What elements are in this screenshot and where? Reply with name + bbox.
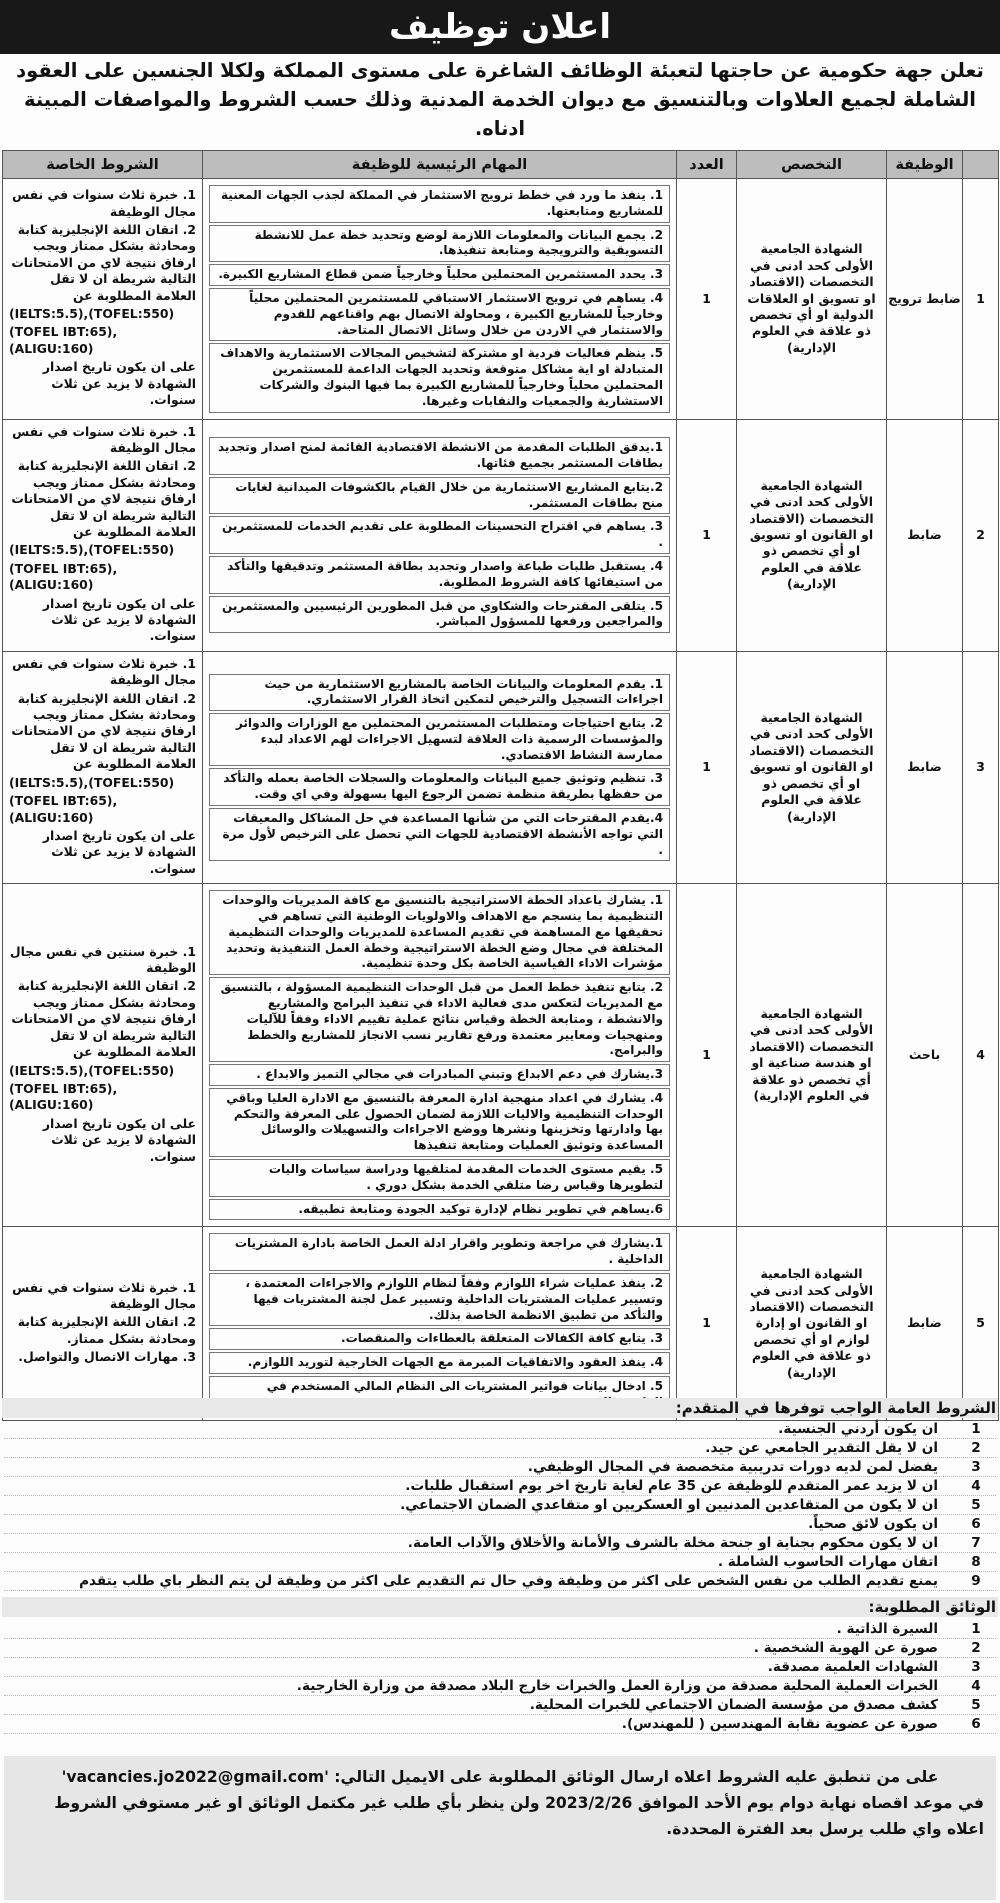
- task-item: 4.يقدم المقترحات التي من شأنها المساعدة في حل المشاكل والمعيقات التي تواجه الأنشطة الاقتصادية للجهات التي تحصل على الترخيص لأول مرة .: [209, 808, 670, 861]
- general-conditions-title: الشروط العامة الواجب توفرها في المتقدم:: [675, 1399, 996, 1417]
- condition-item: 1. خبرة ثلاث سنوات في نفس مجال الوظيفة: [12, 655, 196, 688]
- list-number: 2: [971, 1640, 981, 1656]
- job-tasks: [203, 179, 677, 420]
- task-item: 4. ينفذ العقود والاتفاقيات المبرمة مع الجهات الخارجية لتوريد اللوازم.: [209, 1352, 670, 1374]
- list-number: 2: [971, 1440, 981, 1456]
- list-number: 7: [971, 1535, 981, 1551]
- task-item: 5. ادخال بيانات فواتير المشتريات الى النظام المالي المستخدم في: [209, 1376, 670, 1414]
- general-condition-item: [4, 1534, 996, 1553]
- condition-item: 1. خبرة سنتين في نفس مجال الوظيفة: [9, 943, 196, 976]
- general-conditions-list: [4, 1420, 996, 1591]
- document-item: [4, 1677, 996, 1696]
- condition-item: على ان يكون تاريخ اصدار الشهادة لا يزيد عن ثلاث سنوات.: [42, 1115, 196, 1164]
- list-text: ان لا يقل التقدير الجامعي عن جيد.: [705, 1440, 938, 1456]
- list-text: صورة عن عضوية نقابة المهندسين ( للمهندس).: [621, 1716, 938, 1732]
- table-row: [3, 1227, 999, 1420]
- header-num: [963, 151, 999, 179]
- job-specialization: الشهادة الجامعية الأولى كحد ادنى في التخصصات (الاقتصاد او القانون او تسويق او أي تخصص ذو علاقة في العلوم الإدارية): [737, 419, 887, 651]
- condition-item: (IELTS:5.5),(TOFEL:550): [9, 774, 175, 790]
- task-item: 6.يساهم في تطوير نظام لإدارة توكيد الجودة ومتابعة تطبيقه.: [209, 1199, 670, 1221]
- page-title: اعلان توظيف: [0, 0, 1000, 54]
- condition-item: 1. خبرة ثلاث سنوات في نفس مجال الوظيفة: [12, 1279, 196, 1311]
- list-number: 6: [971, 1716, 981, 1732]
- condition-item: (TOFEL IBT:65),(ALIGU:160): [9, 560, 118, 593]
- job-title: ضابط: [887, 419, 963, 651]
- list-text: ان يكون لائق صحياً.: [808, 1516, 938, 1532]
- task-item: 2. ينفذ عمليات شراء اللوازم وفقاً لنظام اللوازم والاجراءات المعتمدة ، وتسيير عمليات المشتريات الداخلية وتسيير عمل لجنة المشتريات فيها والتأكد من تطبيق الانظمة الخاصة بذلك.: [209, 1273, 670, 1326]
- jobs-table: [2, 150, 999, 1421]
- list-text: صورة عن الهوية الشخصية .: [753, 1640, 938, 1656]
- job-tasks: [203, 884, 677, 1227]
- row-number: 1: [963, 179, 999, 420]
- list-number: 3: [971, 1659, 981, 1675]
- condition-item: (IELTS:5.5),(TOFEL:550): [9, 542, 175, 558]
- list-number: 4: [971, 1678, 981, 1694]
- task-item: 2. يتابع احتياجات ومتطلبات المستثمرين المحتملين مع الوزارات والدوائر والمؤسسات الرسمية ذات العلاقة لتسهيل الاجراءات لهم الاعداد لبدء ممارسة النشاط الاقتصادي.: [209, 713, 670, 766]
- header-spec: التخصص: [737, 151, 887, 179]
- list-text: الشهادات العلمية مصدقة.: [767, 1659, 938, 1675]
- row-number: 4: [963, 884, 999, 1227]
- header-conditions: الشروط الخاصة: [3, 151, 203, 179]
- footer-notice: [4, 1756, 996, 1900]
- job-title: باحث: [887, 884, 963, 1227]
- general-condition-item: [4, 1515, 996, 1534]
- document-item: [4, 1715, 996, 1734]
- list-text: ان لا يكون من المتقاعدين المدنيين او العسكريين او متقاعدي الضمان الاجتماعي.: [400, 1497, 938, 1513]
- condition-item: 2. اتقان اللغة الإنجليزية كتابة ومحادثة بشكل ممتاز ويجب ارفاق نتيجة لاي من الامتحانات التالية شريطة ان لا تقل العلامة المطلوبة عن: [11, 458, 196, 539]
- list-number: 9: [971, 1573, 981, 1589]
- job-conditions: [3, 884, 203, 1227]
- task-item: 3. يساهم في اقتراح التحسينات المطلوبة على تقديم الخدمات للمستثمرين .: [209, 516, 670, 554]
- document-item: [4, 1639, 996, 1658]
- list-number: 1: [971, 1421, 981, 1437]
- task-item: 4. يساهم في ترويج الاستثمار الاستباقي للمستثمرين المحتملين محلياً وخارجياً للمشاريع الكبيرة ، ومحاولة الاتصال بهم واقناعهم للقدوم والاستثمار في الاردن من خلال وسائل الاتصال المتاحة.: [209, 288, 670, 341]
- task-item: 3.يشارك في دعم الابداع وتبني المبادرات في مجالي التميز والابداع .: [209, 1064, 670, 1086]
- list-text: اتقان مهارات الحاسوب الشاملة .: [717, 1554, 938, 1570]
- condition-item: (TOFEL IBT:65),(ALIGU:160): [9, 1080, 118, 1113]
- job-conditions: [3, 179, 203, 420]
- list-text: يمنع تقديم الطلب من نفس الشخص على اكثر من وظيفة وفي حال تم التقديم على اكثر من وظيفة لن يتم النظر باي طلب يتقدم: [79, 1573, 938, 1589]
- jobs-table-body: [3, 179, 999, 1421]
- condition-item: 2. اتقان اللغة الإنجليزية كتابة ومحادثة بشكل ممتاز.: [17, 1314, 196, 1346]
- job-count: 1: [677, 179, 737, 420]
- job-count: 1: [677, 884, 737, 1227]
- task-item: 4. يشارك في اعداد منهجية ادارة المعرفة بالتنسيق مع الادارة العليا وباقي الوحدات التنظيمية والاليات اللازمة لضمان الحصول على المعرفة والتحكم بها وادارتها وتخزينها ونشرها ووضع الاجراءات والتسهيلات والوسائل المساعدة وتوثيق العمليات ومتابعة تنفيذها: [209, 1088, 670, 1157]
- job-title: ضابط ترويج: [887, 179, 963, 420]
- header-job: الوظيفة: [887, 151, 963, 179]
- task-item: 3. يحدد المستثمرين المحتملين محلياً وخارجياً ضمن قطاع المشاريع الكبيرة.: [209, 264, 670, 286]
- general-condition-item: [4, 1572, 996, 1591]
- task-item: 2. يتابع تنفيذ خطط العمل من قبل الوحدات التنظيمية المسؤولة ، بالتنسيق مع المديريات لتعكس مدى فعالية الاداء في تنفيذ البرامج والمشاريع والانشطة ، ومتابعة الخطة وقياس نتائج عملية تقييم الاداء وفقاً للآليات ومنهجيات ومعايير معتمدة ورفع تقارير نسب الانجاز للمشاريع والخطط والبرامج.: [209, 977, 670, 1062]
- task-item: 3. يتابع كافة الكفالات المتعلقة بالعطاءات والمنقصات.: [209, 1328, 670, 1350]
- task-item: 4. يستقبل طلبات طباعة واصدار وتجديد بطاقة المستثمر وتدقيقها والتأكد من استيفائها كافة الشروط المطلوبة.: [209, 556, 670, 594]
- row-number: 2: [963, 419, 999, 651]
- task-item: 3. تنظيم وتوثيق جميع البيانات والمعلومات والسجلات الخاصة بعمله والتأكد من حفظها بطريقة منظمة تضمن الرجوع اليها بسهولة وفي اي وقت.: [209, 768, 670, 806]
- job-count: 1: [677, 1227, 737, 1420]
- task-item: 5. ينظم فعاليات فردية او مشتركة لتشخيص المجالات الاستثمارية والاهداف المتبادلة او اية مشاكل متوقعة وتحديد الجهات الداعمة للمستثمرين المحتملين محلياً وخارجياً للمشاريع الكبيرة بما فيها البنوك والشركات الاستشارية والجمعيات والنقابات وغيرها.: [209, 343, 670, 412]
- condition-item: 2. اتقان اللغة الإنجليزية كتابة ومحادثة بشكل ممتاز ويجب ارفاق نتيجة لاي من الامتحانات التالية شريطة ان لا تقل العلامة المطلوبة عن: [11, 690, 196, 772]
- list-number: 1: [971, 1621, 981, 1637]
- table-row: [3, 179, 999, 420]
- general-condition-item: [4, 1439, 996, 1458]
- job-count: 1: [677, 419, 737, 651]
- footer-instruction: على من تنطبق عليه الشروط اعلاه ارسال الوثائق المطلوبة على الايميل التالي:: [334, 1768, 939, 1786]
- general-condition-item: [4, 1420, 996, 1439]
- condition-item: 1. خبرة ثلاث سنوات في نفس مجال الوظيفة: [12, 187, 196, 219]
- condition-item: (IELTS:5.5),(TOFEL:550): [9, 305, 175, 321]
- list-number: 4: [971, 1478, 981, 1494]
- list-text: كشف مصدق من مؤسسة الضمان الاجتماعي للخبرات المحلية.: [529, 1697, 938, 1713]
- list-number: 5: [971, 1697, 981, 1713]
- condition-item: على ان يكون تاريخ اصدار الشهادة لا يزيد عن ثلاث سنوات.: [42, 827, 196, 876]
- list-number: 3: [971, 1459, 981, 1475]
- row-number: 3: [963, 651, 999, 883]
- task-item: 1. يقدم المعلومات والبيانات الخاصة بالمشاريع الاستثمارية من حيث اجراءات التسجيل والترخيص لتمكين اتخاذ القرار الاستثماري.: [209, 674, 670, 712]
- condition-item: (IELTS:5.5),(TOFEL:550): [9, 1062, 175, 1078]
- condition-item: 3. مهارات الاتصال والتواصل.: [18, 1349, 196, 1365]
- job-title: ضابط: [887, 1227, 963, 1420]
- job-conditions: [3, 651, 203, 883]
- footer-line1: [16, 1764, 984, 1790]
- list-text: الخبرات العملية المحلية مصدقة من وزارة العمل والخبرات خارج البلاد مصدقة من وزارة الخارجية.: [296, 1678, 938, 1694]
- task-item: 5. يتلقى المقترحات والشكاوي من قبل المطورين الرئيسيين والمستثمرين والمراجعين ورفعها للمسؤول المباشر.: [209, 596, 670, 634]
- list-number: 5: [971, 1497, 981, 1513]
- list-text: ان لا يزيد عمر المتقدم للوظيفة عن 35 عام لغاية تاريخ اخر يوم استقبال طلبات.: [405, 1478, 938, 1494]
- row-number: 5: [963, 1227, 999, 1420]
- condition-item: 2. اتقان اللغة الإنجليزية كتابة ومحادثة بشكل ممتاز ويجب ارفاق نتيجة لاي من الامتحانات التالية شريطة ان لا تقل العلامة المطلوبة عن: [11, 221, 196, 303]
- task-item: 1. يشارك باعداد الخطة الاستراتيجية بالتنسيق مع كافة المديريات والوحدات التنظيمية بما ينسجم مع الاهداف والاولويات الوطنية التي تساهم في تحقيقها مع المساهمة في تقديم المساعدة للمديريات والوحدات التنظيمية المختلفة في مجال وضع الخطة الاستراتيجية وخطة العمل التنفيذية وتحديد مؤشرات الاداء القياسية الخاصة بكل وحدة تنظيمية.: [209, 890, 670, 975]
- table-row: [3, 884, 999, 1227]
- table-header-row: [3, 151, 999, 179]
- condition-item: على ان يكون تاريخ اصدار الشهادة لا يزيد عن ثلاث سنوات.: [42, 595, 196, 644]
- table-row: [3, 419, 999, 651]
- task-item: 2.يتابع المشاريع الاستثمارية من خلال القيام بالكشوفات الميدانية لغايات منح بطاقات المستثمر.: [209, 477, 670, 515]
- general-condition-item: [4, 1553, 996, 1572]
- task-item: 1.يشارك في مراجعة وتطوير واقرار ادلة العمل الخاصة بادارة المشتريات الداخلية .: [209, 1233, 670, 1271]
- intro-paragraph: تعلن جهة حكومية عن حاجتها لتعبئة الوظائف الشاغرة على مستوى المملكة ولكلا الجنسين على العقود الشاملة لجميع العلاوات وبالتنسيق مع ديوان الخدمة المدنية وذلك حسب الشروط والمواصفات المبينة ادناه.: [16, 59, 984, 140]
- condition-item: على ان يكون تاريخ اصدار الشهادة لا يزيد عن ثلاث سنوات.: [42, 359, 196, 408]
- list-text: ان لا يكون محكوم بجناية او جنحة مخلة بالشرف والأمانة والأخلاق والآداب العامة.: [407, 1535, 938, 1551]
- footer-email: 'vacancies.jo2022@gmail.com': [61, 1768, 329, 1786]
- general-condition-item: [4, 1496, 996, 1515]
- general-condition-item: [4, 1458, 996, 1477]
- job-title: ضابط: [887, 651, 963, 883]
- condition-item: 2. اتقان اللغة الإنجليزية كتابة ومحادثة بشكل ممتاز ويجب ارفاق نتيجة لاي من الامتحانات التالية شريطة ان لا تقل العلامة المطلوبة عن: [11, 978, 196, 1060]
- job-specialization: الشهادة الجامعية الأولى كحد ادنى في التخصصات (الاقتصاد او القانون او إدارة لوازم او أي تخصص ذو علاقة في العلوم الإدارية): [737, 1227, 887, 1420]
- condition-item: (TOFEL IBT:65),(ALIGU:160): [9, 324, 118, 356]
- job-specialization: الشهادة الجامعية الأولى كحد ادنى في التخصصات (الاقتصاد او هندسة صناعية او أي تخصص ذو علاقة في العلوم الإدارية): [737, 884, 887, 1227]
- task-item: 1.يدقق الطلبات المقدمة من الانشطة الاقتصادية القائمة لمنح اصدار وتجديد بطاقات المستثمر بجميع فئاتها.: [209, 437, 670, 475]
- task-item: 5. يقيم مستوى الخدمات المقدمة لمتلقيها ودراسة سياسات واليات لتطويرها وقياس رضا متلقي الخدمة بشكل دوري .: [209, 1159, 670, 1197]
- job-tasks: [203, 651, 677, 883]
- job-conditions: [3, 419, 203, 651]
- job-specialization: الشهادة الجامعية الأولى كحد ادنى في التخصصات (الاقتصاد او القانون او تسويق او أي تخصص ذو علاقة في العلوم الإدارية): [737, 651, 887, 883]
- documents-list: [4, 1620, 996, 1734]
- documents-title: الوثائق المطلوبة:: [868, 1598, 996, 1616]
- list-text: السيرة الذاتية .: [836, 1621, 938, 1637]
- document-item: [4, 1658, 996, 1677]
- list-number: 8: [971, 1554, 981, 1570]
- job-conditions: [3, 1227, 203, 1420]
- list-text: يفضل لمن لديه دورات تدريبية متخصصة في المجال الوظيفي.: [527, 1459, 938, 1475]
- list-text: ان يكون أردني الجنسية.: [778, 1421, 938, 1437]
- condition-item: (TOFEL IBT:65),(ALIGU:160): [9, 793, 118, 825]
- general-condition-item: [4, 1477, 996, 1496]
- footer-line2: في موعد اقصاه نهاية دوام يوم الأحد الموافق 2023/2/26 ولن ينظر بأي طلب غير مكتمل الوثائق او غير مستوفي الشروط اعلاه واي طلب يرسل بعد الفترة المحددة.: [54, 1794, 984, 1838]
- document-item: [4, 1620, 996, 1639]
- job-tasks: [203, 1227, 677, 1420]
- job-count: 1: [677, 651, 737, 883]
- header-tasks: المهام الرئيسية للوظيفة: [203, 151, 677, 179]
- list-number: 6: [971, 1516, 981, 1532]
- job-specialization: الشهادة الجامعية الأولى كحد ادنى في التخصصات (الاقتصاد او تسويق او العلاقات الدولية او أي تخصص ذو علاقة في العلوم الإدارية): [737, 179, 887, 420]
- table-row: [3, 651, 999, 883]
- header-count: العدد: [677, 151, 737, 179]
- task-item: 2. يجمع البيانات والمعلومات اللازمة لوضع وتحديد خطة عمل للانشطة التسويقية والترويجية ومتابعة تنفيذها.: [209, 225, 670, 263]
- document-item: [4, 1696, 996, 1715]
- job-tasks: [203, 419, 677, 651]
- condition-item: 1. خبرة ثلاث سنوات في نفس مجال الوظيفة: [12, 423, 196, 455]
- task-item: 1. ينفذ ما ورد في خطط ترويج الاستثمار في المملكة لجذب الجهات المعنية للمشاريع ومتابعتها.: [209, 185, 670, 223]
